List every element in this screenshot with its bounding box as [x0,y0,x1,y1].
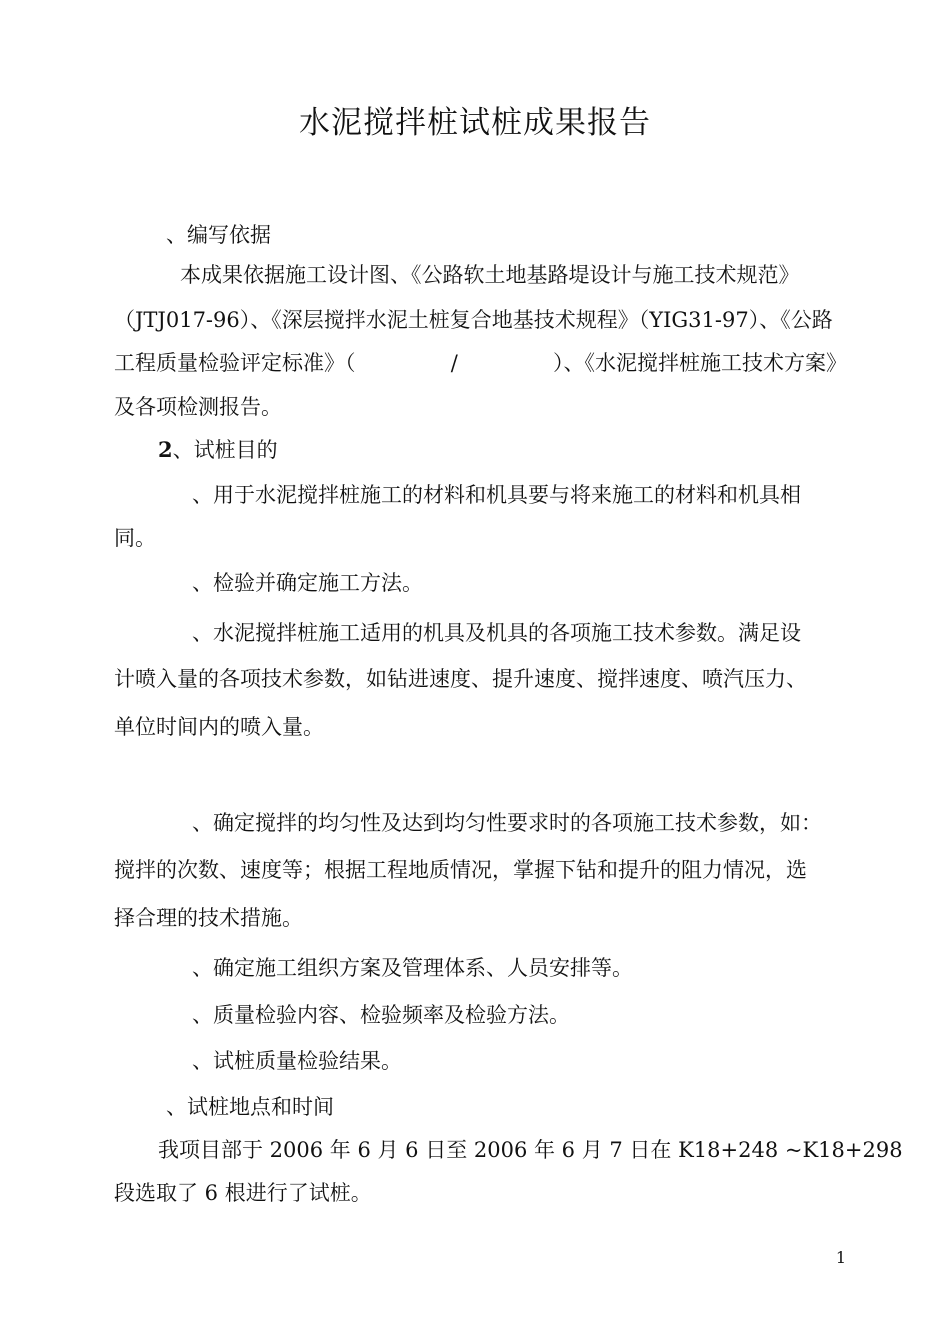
purpose-4-line-3: 择合理的技术措施。 [114,906,303,930]
purpose-1-line-2: 同。 [114,526,156,550]
purpose-2: 、检验并确定施工方法。 [192,571,423,595]
purpose-6: 、质量检验内容、检验频率及检验方法。 [192,1003,570,1027]
purpose-1-line-1: 、用于水泥搅拌桩施工的材料和机具要与将来施工的材料和机具相 [192,483,801,507]
basis-line-2: （JTJ017-96）、《深层搅拌水泥土桩复合地基技术规程》（YIG31-97）、《公路 [114,308,833,332]
document-title: 水泥搅拌桩试桩成果报告 [299,105,651,141]
purpose-3-line-2: 计喷入量的各项技术参数，如钻进速度、提升速度、搅拌速度、喷汽压力、 [114,667,807,691]
location-line-2: 段选取了 6 根进行了试桩。 [114,1181,372,1205]
basis-line-3-start: 工程质量检验评定标准》（ [114,351,356,375]
purpose-3-line-3: 单位时间内的喷入量。 [114,715,324,739]
basis-line-4: 及各项检测报告。 [114,395,282,419]
purpose-5: 、确定施工组织方案及管理体系、人员安排等。 [192,956,633,980]
purpose-7: 、试桩质量检验结果。 [192,1049,402,1073]
purpose-4-line-2: 搅拌的次数、速度等；根据工程地质情况，掌握下钻和提升的阻力情况，选 [114,858,807,882]
basis-line-3 [114,348,847,378]
purpose-3-line-1: 、水泥搅拌桩施工适用的机具及机具的各项施工技术参数。满足设 [192,621,801,645]
basis-line-1: 本成果依据施工设计图、《公路软土地基路堤设计与施工技术规范》 [180,263,800,287]
section-2-number: 2 [158,437,173,462]
section-2-title: 、试桩目的 [172,438,278,462]
section-2-heading [158,435,278,465]
basis-line-3-end: ）、《水泥搅拌桩施工技术方案》 [552,351,847,375]
location-line-1: 我项目部于 2006 年 6 月 6 日至 2006 年 6 月 7 日在 K18+248 ~K18+298 [158,1138,903,1162]
purpose-4-line-1: 、确定搅拌的均匀性及达到均匀性要求时的各项施工技术参数，如： [192,811,822,835]
section-1-heading: 、编写依据 [166,223,271,247]
section-3-heading: 、试桩地点和时间 [166,1095,334,1119]
basis-line-3-slash: / [450,351,458,375]
page-number: 1 [835,1248,846,1267]
